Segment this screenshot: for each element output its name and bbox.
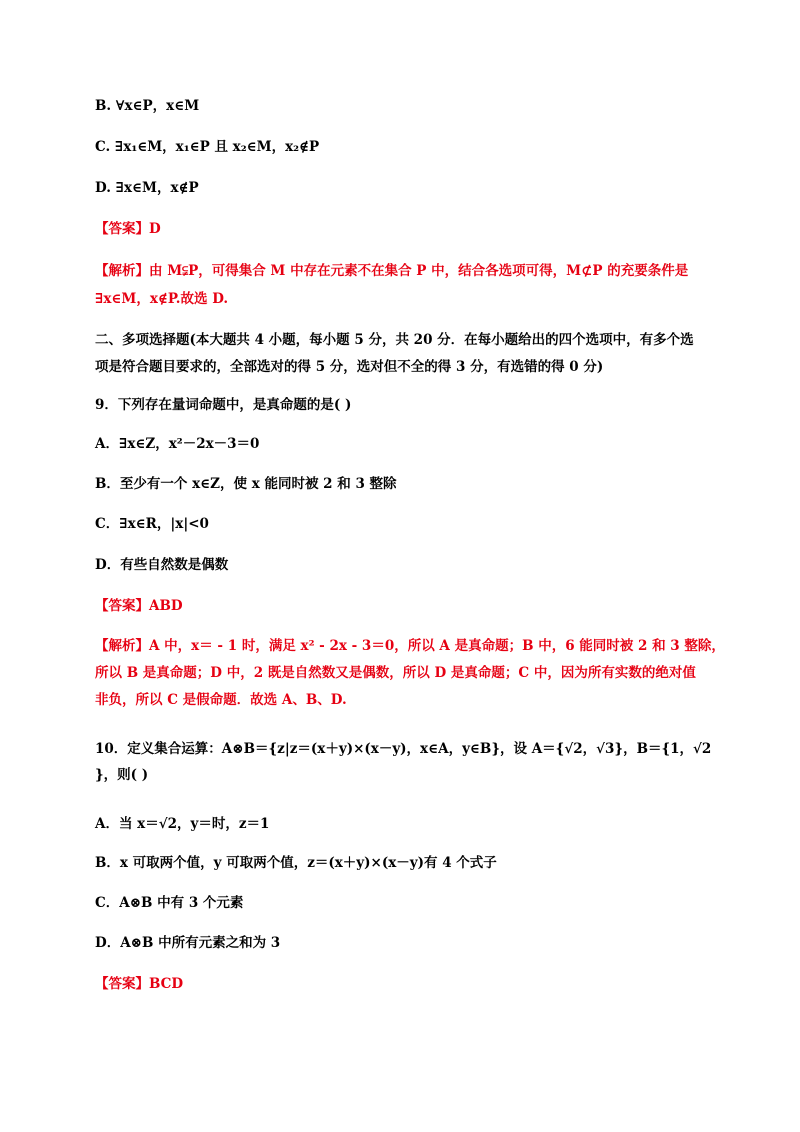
question-10-option-c: C．A⊗B 中有 3 个元素 <box>95 895 244 911</box>
option-d: D. ∃x∈M，x∉P <box>95 180 199 196</box>
analysis-9-line2: 所以 B 是真命题；D 中，2 既是自然数又是偶数，所以 D 是真命题；C 中，因为所有实数的绝对值 <box>95 665 696 681</box>
question-9-option-b: B．至少有一个 x∈Z，使 x 能同时被 2 和 3 整除 <box>95 476 397 492</box>
question-10-option-a: A．当 x＝√2，y＝时，z＝1 <box>95 816 270 832</box>
analysis-8-line2: ∃x∈M，x∉P.故选 D. <box>95 291 229 307</box>
section-2-line2: 项是符合题目要求的，全部选对的得 5 分，选对但不全的得 3 分，有选错的得 0 分) <box>95 359 604 375</box>
answer-9: 【答案】ABD <box>95 598 183 614</box>
question-10-option-b: B．x 可取两个值，y 可取两个值，z＝(x＋y)×(x－y)有 4 个式子 <box>95 855 497 871</box>
question-10-line1: 10．定义集合运算：A⊗B＝{z|z＝(x＋y)×(x－y)，x∈A，y∈B}，设 A＝{√2，√3}，B＝{1，√2 <box>95 741 712 757</box>
option-b: B. ∀x∈P，x∈M <box>95 98 200 114</box>
section-2-line1: 二、多项选择题(本大题共 4 小题，每小题 5 分，共 20 分．在每小题给出的四个选项中，有多个选 <box>95 332 694 348</box>
question-10-option-d: D．A⊗B 中所有元素之和为 3 <box>95 935 281 951</box>
question-10-line2: }，则( ) <box>95 767 149 783</box>
analysis-9-line3: 非负，所以 C 是假命题．故选 A、B、D. <box>95 692 347 708</box>
answer-10: 【答案】BCD <box>95 976 184 992</box>
analysis-9-line1: 【解析】A 中，x＝ - 1 时，满足 x² - 2x - 3＝0，所以 A 是真命题；B 中，6 能同时被 2 和 3 整除， <box>95 638 725 654</box>
analysis-8-line1: 【解析】由 M⫋P，可得集合 M 中存在元素不在集合 P 中，结合各选项可得，M⊄P 的充要条件是 <box>95 263 689 279</box>
question-9-option-d: D．有些自然数是偶数 <box>95 557 229 573</box>
question-9-option-c: C．∃x∈R，|x|<0 <box>95 516 209 532</box>
answer-8: 【答案】D <box>95 221 161 237</box>
question-9-option-a: A．∃x∈Z，x²－2x－3＝0 <box>95 436 260 452</box>
question-9: 9．下列存在量词命题中，是真命题的是( ) <box>95 397 352 413</box>
option-c: C. ∃x₁∈M，x₁∈P 且 x₂∈M，x₂∉P <box>95 139 320 155</box>
